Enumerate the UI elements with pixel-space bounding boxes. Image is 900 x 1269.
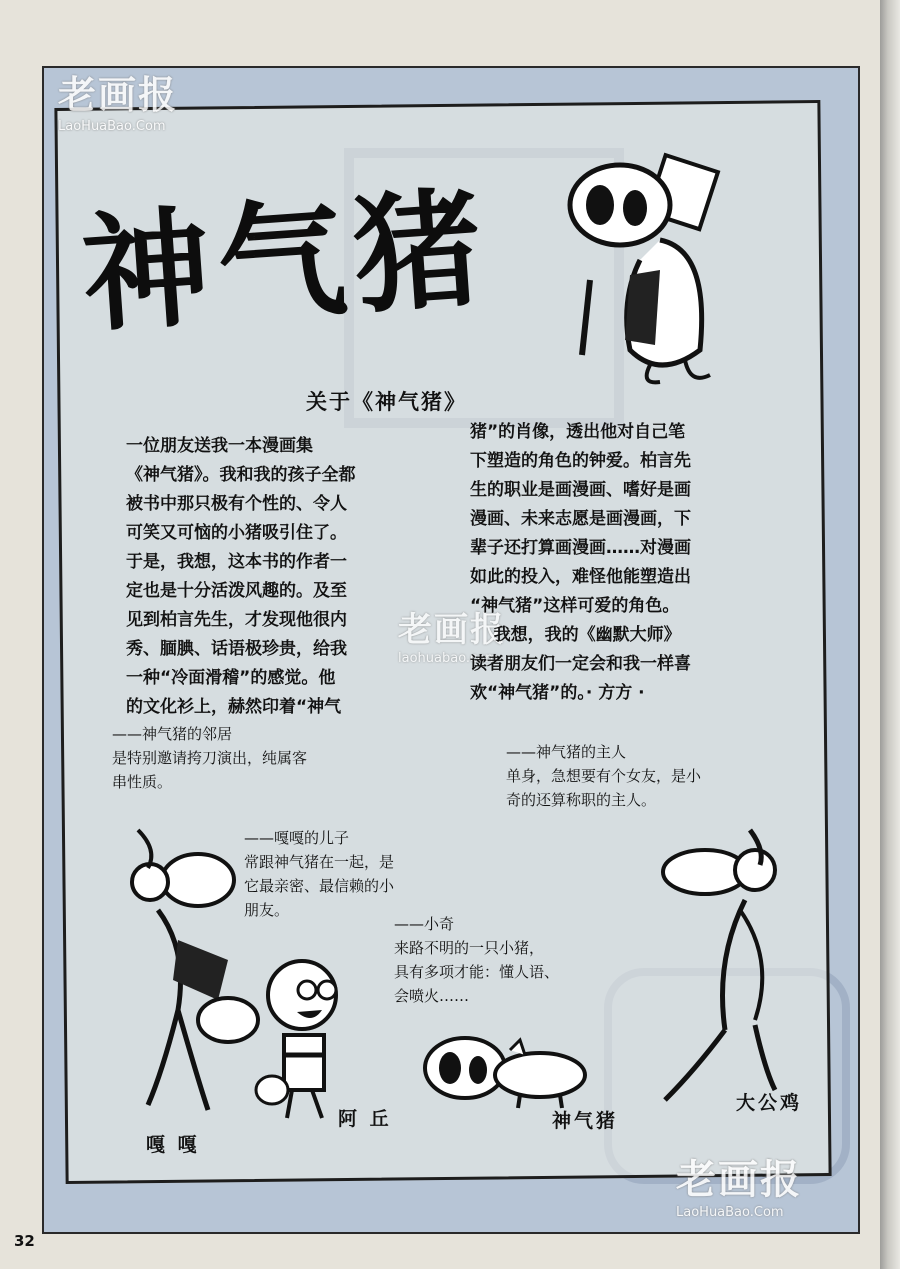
character-name-aqiu: 阿 丘 <box>338 1108 392 1130</box>
character-caption-xiaoqi <box>394 912 559 1008</box>
watermark-text: 老画报 <box>58 73 179 117</box>
watermark-logo <box>58 64 178 134</box>
watermark-logo <box>676 1148 802 1220</box>
caption-heading: ——小奇 <box>394 915 455 933</box>
caption-heading: ——嘎嘎的儿子 <box>244 829 350 847</box>
caption-body: 单身，急想要有个女友，是小 奇的还算称职的主人。 <box>506 767 702 809</box>
dagongji-character-icon <box>655 830 795 1110</box>
caption-body: 常跟神气猪在一起，是 它最亲密、最信赖的小 朋友。 <box>244 853 395 919</box>
watermark-text: 老画报 <box>398 610 506 650</box>
article-left-column: 一位朋友送我一本漫画集 《神气猪》。我和我的孩子全都 被书中那只极有个性的、令人 可笑又可恼的小猪吸引住了。 于是，我想，这本书的作者一 定也是十分活泼风趣的。及至 见到柏言先生，才发现他很内 秀、腼腆、话语极珍贵，给我 一种“冷面滑稽”的感觉。他 的文化衫上，赫然印着“神气 <box>126 436 356 717</box>
page-title: 神气猪 <box>77 173 495 352</box>
xiaoqi-pig-icon <box>420 1030 590 1110</box>
character-name-dagongji: 大公鸡 <box>736 1092 803 1114</box>
character-name-gaga: 嘎 嘎 <box>146 1134 200 1156</box>
caption-body: 是特别邀请挎刀演出，纯属客 串性质。 <box>112 749 308 791</box>
caption-heading: ——神气猪的邻居 <box>112 725 233 743</box>
watermark-url: LaoHuaBao.Com <box>676 1205 784 1220</box>
page-number: 32 <box>14 1232 35 1250</box>
character-name-xiaoqi: 神气猪 <box>552 1110 619 1132</box>
watermark-text: 老画报 <box>676 1157 802 1203</box>
page-edge <box>880 0 900 1269</box>
pig-mascot-icon <box>560 150 760 390</box>
article-right-column: 猪”的肖像，透出他对自己笔 下塑造的角色的钟爱。柏言先 生的职业是画漫画、嗜好是画 漫画、未来志愿是画漫画，下 辈子还打算画漫画……对漫画 如此的投入，难怪他能塑造出 “神气猪”这样可爱的角色。 我想，我的《幽默大师》 读者朋友们一定会和我一样喜 欢“神气猪”的。· 方方 · <box>470 422 691 703</box>
character-caption-gaga <box>112 722 307 794</box>
caption-body: 来路不明的一只小猪， 具有多项才能：懂人语、 会喷火…… <box>394 939 560 1005</box>
character-caption-dagongji <box>506 740 701 812</box>
aqiu-character-icon <box>252 950 362 1120</box>
article-subtitle: 关于《神气猪》 <box>306 390 467 414</box>
watermark-url: laohuabao.com <box>398 651 498 666</box>
watermark-url: LaoHuaBao.Com <box>58 119 166 134</box>
caption-heading: ——神气猪的主人 <box>506 743 627 761</box>
